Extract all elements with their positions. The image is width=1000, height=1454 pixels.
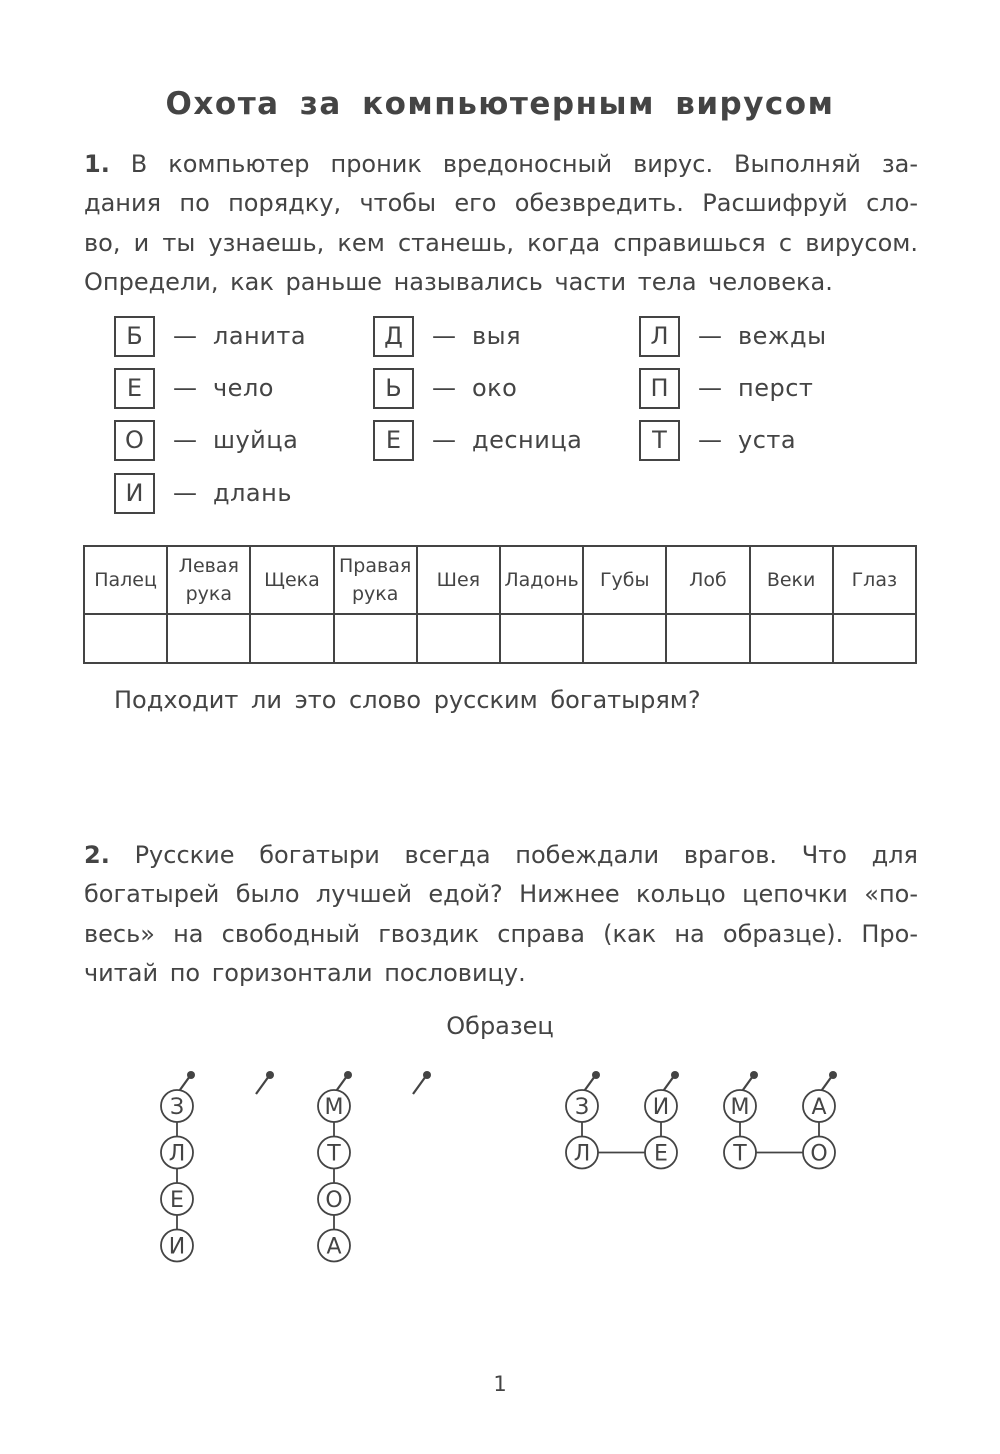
table-header-cell: Губы [583, 546, 666, 614]
task-2-line: богатырей было лучшей едой? Нижнее кольцо цепочки «по- [84, 880, 918, 909]
page-number: 1 [493, 1372, 507, 1396]
ring-letter: Е [170, 1188, 184, 1213]
nail-head-icon [829, 1071, 837, 1079]
old-word: вежды [738, 322, 827, 350]
task-1-line: 1. В компьютер проник вредоносный вирус. Выполняй за- [84, 150, 918, 178]
nail-head-icon [187, 1071, 195, 1079]
ring-letter: Т [733, 1141, 747, 1167]
letter-box: Л [639, 316, 680, 357]
task-2-line: читай по горизонтали пословицу. [84, 958, 526, 987]
old-word: перст [738, 374, 814, 402]
ring-letter: З [574, 1095, 590, 1120]
old-word: длань [213, 479, 292, 507]
table-header-cell: Палец [84, 546, 167, 614]
nail-head-icon [750, 1071, 758, 1079]
letter-box: Ь [373, 368, 414, 409]
task-1-line: во, и ты узнаешь, кем станешь, когда справишься с вирусом. [84, 228, 918, 257]
nail-head-icon [671, 1071, 679, 1079]
table-header-cell: Лоб [666, 546, 749, 614]
dash: — [173, 322, 197, 350]
dash: — [432, 374, 456, 402]
table-header-cell: Правая рука [334, 546, 417, 614]
nail-icon [256, 1076, 269, 1094]
old-word: шуйца [213, 426, 299, 454]
letter-box: Б [114, 316, 155, 357]
letter-box: Т [639, 420, 680, 461]
nail-head-icon [266, 1071, 274, 1079]
question-text: Подходит ли это слово русским богатырям? [114, 686, 701, 714]
task-1-line: дания по порядку, чтобы его обезвредить. Расшифруй сло- [84, 189, 918, 218]
dash: — [432, 322, 456, 350]
page-title: Охота за компьютерным вирусом [165, 86, 835, 122]
dash: — [698, 374, 722, 402]
task-2-line: 2. Русские богатыри всегда побеждали врагов. Что для [84, 841, 918, 869]
nail-head-icon [344, 1071, 352, 1079]
table-header-cell: Левая рука [167, 546, 250, 614]
dash: — [173, 426, 197, 454]
dash: — [173, 479, 197, 507]
letter-box: И [114, 473, 155, 514]
ring-letter: М [730, 1095, 750, 1120]
task-2-number: 2. [84, 841, 110, 869]
dash: — [432, 426, 456, 454]
table-header-cell: Глаз [833, 546, 916, 614]
letter-box: П [639, 368, 680, 409]
dash: — [698, 322, 722, 350]
ring-letter: О [325, 1188, 343, 1213]
task-1-number: 1. [84, 150, 110, 178]
old-word: выя [472, 322, 522, 350]
nail-head-icon [423, 1071, 431, 1079]
sample-label: Образец [446, 1012, 554, 1040]
ring-letter: И [652, 1095, 670, 1120]
nail-icon [413, 1076, 426, 1094]
table-header-cell: Веки [750, 546, 833, 614]
ring-letter: Л [168, 1141, 186, 1167]
old-word: ланита [213, 322, 307, 350]
dash: — [698, 426, 722, 454]
task-1-line: Определи, как раньше назывались части тела человека. [84, 267, 833, 296]
table-header-cell: Шея [417, 546, 500, 614]
letter-box: Е [114, 368, 155, 409]
table-header-cell: Щека [250, 546, 333, 614]
ring-letter: Т [327, 1141, 341, 1167]
ring-letter: З [169, 1095, 185, 1120]
nail-head-icon [592, 1071, 600, 1079]
ring-letter: О [810, 1141, 828, 1167]
letter-box: Д [373, 316, 414, 357]
old-word: око [472, 374, 518, 402]
ring-letter: И [168, 1234, 186, 1260]
old-word: чело [213, 374, 274, 402]
ring-letter: А [326, 1234, 342, 1260]
ring-letter: Е [654, 1141, 668, 1167]
ring-letter: А [811, 1095, 827, 1120]
ring-letter: М [324, 1095, 344, 1120]
letter-box: Е [373, 420, 414, 461]
old-word: уста [738, 426, 797, 454]
old-word: десница [472, 426, 583, 454]
ring-letter: Л [573, 1141, 591, 1167]
letter-box: О [114, 420, 155, 461]
dash: — [173, 374, 197, 402]
table-header-cell: Ладонь [500, 546, 583, 614]
task-2-line: весь» на свободный гвоздик справа (как на образце). Про- [84, 919, 918, 948]
